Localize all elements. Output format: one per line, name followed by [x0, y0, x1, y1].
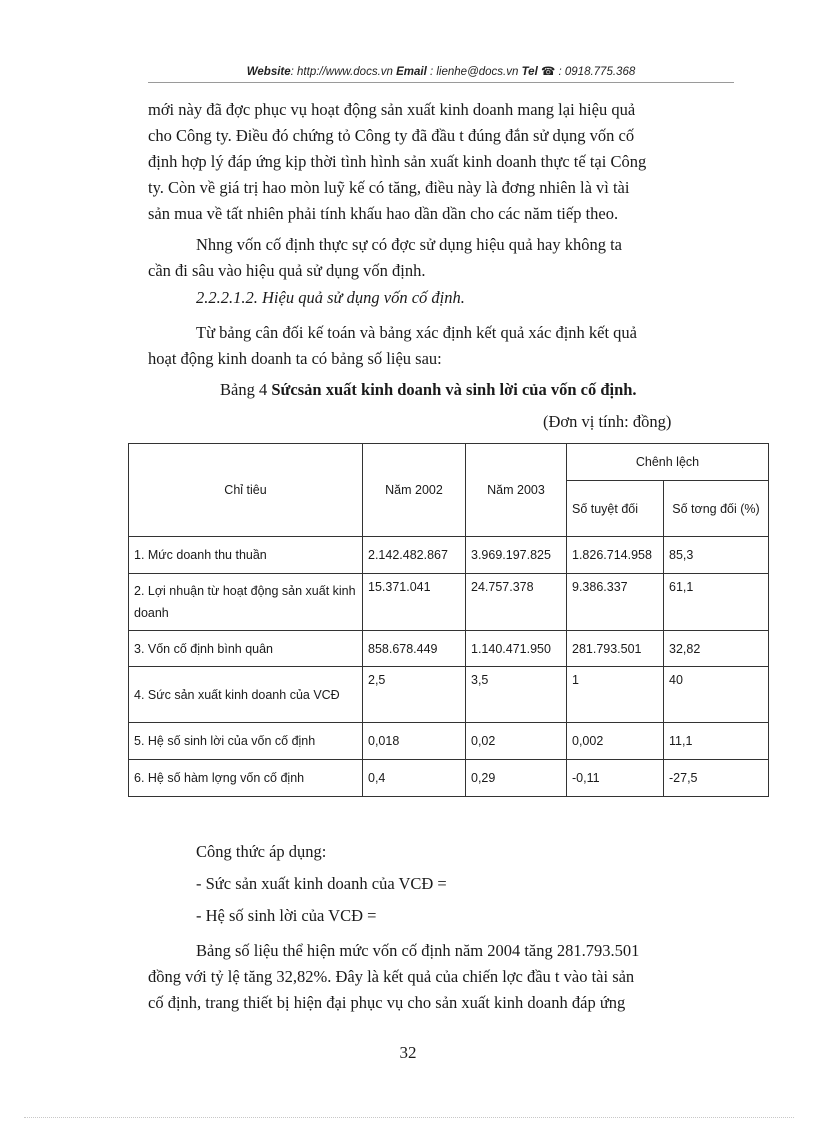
paragraph-line: cần đi sâu vào hiệu quả sử dụng vốn định. — [148, 261, 426, 280]
header-relative: Số tơng đối (%) — [664, 481, 769, 537]
cell-relative: -27,5 — [664, 760, 769, 797]
email-value: : lienhe@docs.vn — [426, 66, 522, 78]
closing-paragraph — [148, 938, 738, 1016]
header-year-2002: Năm 2002 — [363, 444, 466, 537]
cell-2002: 0,018 — [363, 723, 466, 760]
formula-intro: Công thức áp dụng: — [196, 842, 327, 861]
cell-relative: 11,1 — [664, 723, 769, 760]
table-row — [129, 574, 769, 631]
table-caption — [220, 380, 637, 400]
tel-label: Tel — [521, 66, 538, 78]
cell-2003: 0,02 — [466, 723, 567, 760]
header-difference: Chênh lệch — [567, 444, 769, 481]
paragraph-line: định hợp lý đáp ứng kịp thời tình hình sản xuất kinh doanh thực tế tại Công — [148, 152, 647, 171]
unit-label: (Đơn vị tính: đồng) — [543, 412, 672, 431]
table-row — [129, 631, 769, 667]
table-row — [129, 537, 769, 574]
paragraph-1 — [148, 97, 738, 227]
footer-divider — [24, 1117, 794, 1118]
website-value: : http://www.docs.vn — [290, 66, 397, 78]
header-year-2003: Năm 2003 — [466, 444, 567, 537]
cell-2002: 2,5 — [363, 667, 466, 723]
table-row — [129, 760, 769, 797]
cell-relative: 61,1 — [664, 574, 769, 631]
paragraph-line: cho Công ty. Điều đó chứng tỏ Công ty đã đầu t đúng đắn sử dụng vốn cố — [148, 126, 635, 145]
row-label: 6. Hệ số hàm lợng vốn cố định — [129, 760, 363, 797]
cell-2003: 0,29 — [466, 760, 567, 797]
section-heading: 2.2.2.1.2. Hiệu quả sử dụng vốn cố định. — [196, 288, 465, 307]
cell-2003: 3,5 — [466, 667, 567, 723]
caption-prefix: Bảng 4 — [220, 380, 272, 399]
paragraph-line: Từ bảng cân đối kế toán và bảng xác định kết quả xác định kết quả — [196, 323, 638, 342]
cell-absolute: 9.386.337 — [567, 574, 664, 631]
cell-2003: 24.757.378 — [466, 574, 567, 631]
paragraph-line: sản mua về tất nhiên phải tính khấu hao dần dần cho các năm tiếp theo. — [148, 204, 619, 223]
formula-2: - Hệ số sinh lời của VCĐ = — [196, 906, 377, 925]
paragraph-line: Nhng vốn cố định thực sự có đợc sử dụng hiệu quả hay không ta — [196, 235, 622, 254]
paragraph-3 — [148, 320, 738, 372]
cell-2002: 858.678.449 — [363, 631, 466, 667]
tel-value: ☎ : 0918.775.368 — [537, 66, 636, 78]
cell-2003: 1.140.471.950 — [466, 631, 567, 667]
table-row — [129, 723, 769, 760]
caption-title: Sứcsản xuất kinh doanh và sinh lời của vốn cố định. — [271, 380, 637, 399]
paragraph-line: cố định, trang thiết bị hiện đại phục vụ cho sản xuất kinh doanh đáp ứng — [148, 993, 626, 1012]
cell-absolute: 1.826.714.958 — [567, 537, 664, 574]
email-label: Email — [396, 66, 427, 78]
paragraph-line: ty. Còn về giá trị hao mòn luỹ kế có tăng, điều này là đơng nhiên là vì tài — [148, 178, 630, 197]
paragraph-line: Bảng số liệu thể hiện mức vốn cố định năm 2004 tăng 281.793.501 — [196, 941, 640, 960]
formula-1: - Sức sản xuất kinh doanh của VCĐ = — [196, 874, 447, 893]
row-label: 4. Sức sản xuất kinh doanh của VCĐ — [129, 667, 363, 723]
cell-2003: 3.969.197.825 — [466, 537, 567, 574]
row-label: 5. Hệ số sinh lời của vốn cố định — [129, 723, 363, 760]
cell-absolute: 281.793.501 — [567, 631, 664, 667]
website-label: Website — [246, 66, 291, 78]
page-number: 32 — [399, 1043, 417, 1062]
cell-relative: 85,3 — [664, 537, 769, 574]
header-divider — [148, 82, 734, 83]
paragraph-line: hoạt động kinh doanh ta có bảng số liệu sau: — [148, 349, 442, 368]
cell-absolute: 1 — [567, 667, 664, 723]
cell-2002: 2.142.482.867 — [363, 537, 466, 574]
cell-relative: 32,82 — [664, 631, 769, 667]
data-table — [128, 443, 769, 797]
page-header — [148, 64, 734, 78]
cell-2002: 15.371.041 — [363, 574, 466, 631]
paragraph-line: đồng với tỷ lệ tăng 32,82%. Đây là kết quả của chiến lợc đầu t vào tài sản — [148, 967, 635, 986]
cell-absolute: -0,11 — [567, 760, 664, 797]
row-label: 1. Mức doanh thu thuần — [129, 537, 363, 574]
cell-absolute: 0,002 — [567, 723, 664, 760]
row-label: 3. Vốn cố định bình quân — [129, 631, 363, 667]
paragraph-2 — [148, 232, 738, 284]
table-row — [129, 667, 769, 723]
cell-relative: 40 — [664, 667, 769, 723]
cell-2002: 0,4 — [363, 760, 466, 797]
row-label: 2. Lợi nhuận từ hoạt động sản xuất kinh doanh — [129, 574, 363, 631]
header-absolute: Số tuyệt đối — [567, 481, 664, 537]
header-indicator: Chỉ tiêu — [129, 444, 363, 537]
paragraph-line: mới này đã đợc phục vụ hoạt động sản xuất kinh doanh mang lại hiệu quả — [148, 100, 636, 119]
